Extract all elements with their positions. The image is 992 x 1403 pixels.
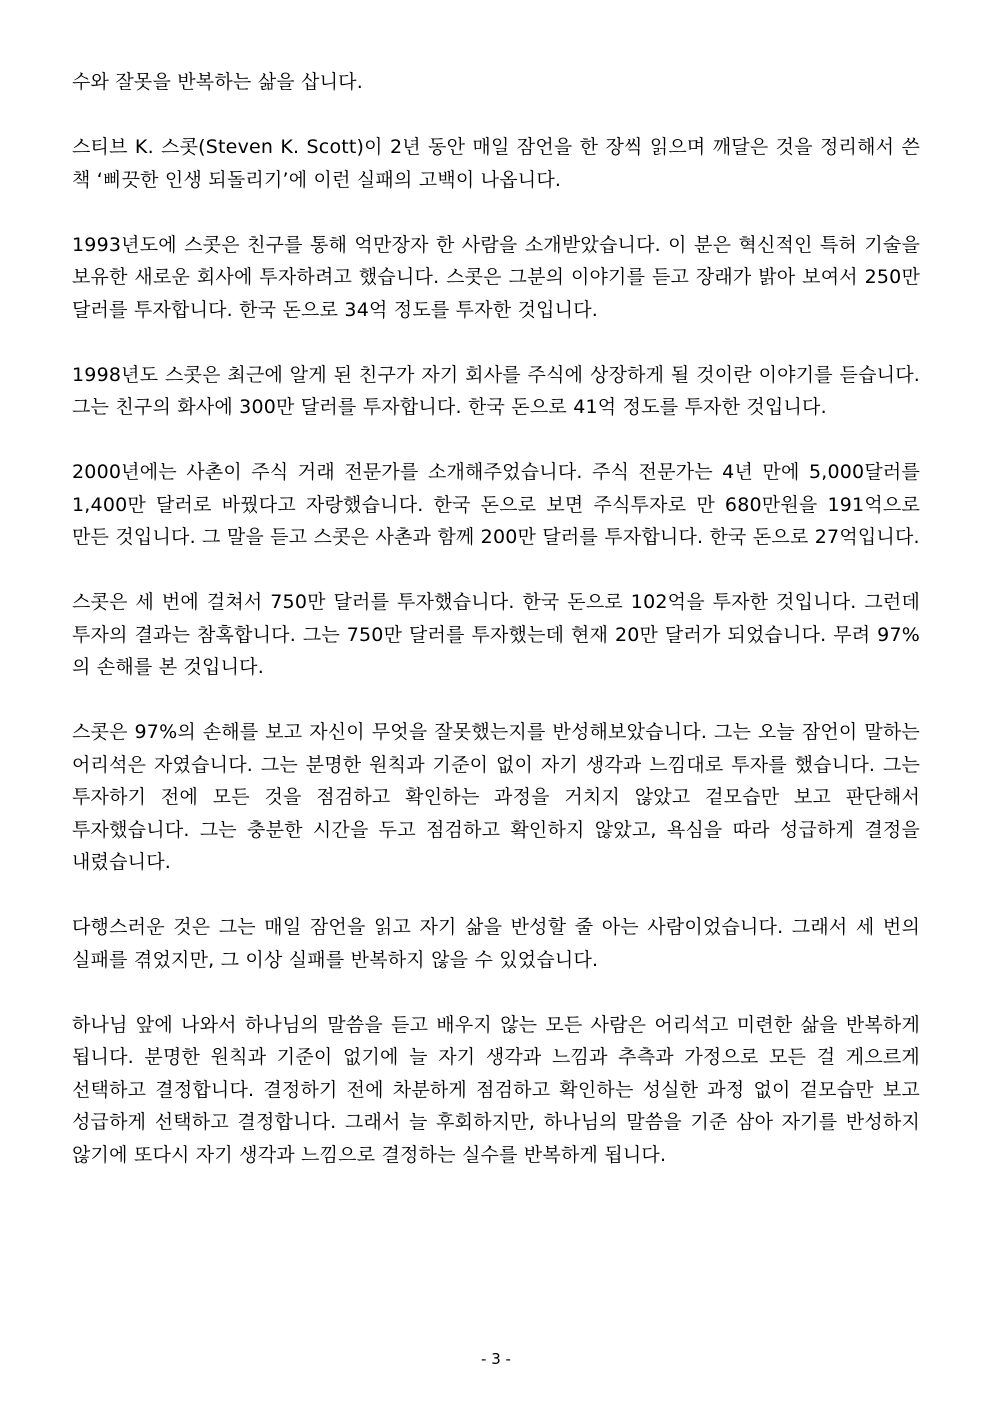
paragraph-2000-investment: 2000년에는 사촌이 주식 거래 전문가를 소개해주었습니다. 주식 전문가는 4년 만에 5,000달러를 1,400만 달러로 바꿨다고 자랑했습니다. 한국 돈으로 보면 주식투자로 만 680만원을 191억으로 만든 것입니다. 그 말을 듣고 스콧은 사촌과 함께 200만 달러를 투자합니다. 한국 돈으로 27억입니다. <box>72 461 920 548</box>
paragraph-total-loss: 스콧은 세 번에 걸쳐서 750만 달러를 투자했습니다. 한국 돈으로 102억을 투자한 것입니다. 그런데 투자의 결과는 참혹합니다. 그는 750만 달러를 투자했는데 현재 20만 달러가 되었습니다. 무려 97%의 손해를 본 것입니다. <box>72 591 920 678</box>
document-body <box>72 66 920 1171</box>
paragraph-reflection: 스콧은 97%의 손해를 보고 자신이 무엇을 잘못했는지를 반성해보았습니다. 그는 오늘 잠언이 말하는 어리석은 자였습니다. 그는 분명한 원칙과 기준이 없이 자기 생각과 느낌대로 투자를 했습니다. 그는 투자하기 전에 모든 것을 점검하고 확인하는 과정을 거치지 않았고 겉모습만 보고 판단해서 투자했습니다. 그는 충분한 시간을 두고 점검하고 확인하지 않았고, 욕심을 따라 성급하게 결정을 내렸습니다. <box>72 721 920 873</box>
paragraph-book-intro: 스티브 K. 스콧(Steven K. Scott)이 2년 동안 매일 잠언을 한 장씩 읽으며 깨달은 것을 정리해서 쓴 책 ‘삐끗한 인생 되돌리기’에 이런 실패의 고백이 나옵니다. <box>72 136 920 191</box>
paragraph-1998-investment: 1998년도 스콧은 최근에 알게 된 친구가 자기 회사를 주식에 상장하게 될 것이란 이야기를 듣습니다. 그는 친구의 화사에 300만 달러를 투자합니다. 한국 돈으로 41억 정도를 투자한 것입니다. <box>72 363 920 418</box>
paragraph-1993-investment: 1993년도에 스콧은 친구를 통해 억만장자 한 사람을 소개받았습니다. 이 분은 혁신적인 특허 기술을 보유한 새로운 회사에 투자하려고 했습니다. 스콧은 그분의 이야기를 듣고 장래가 밝아 보여서 250만 달러를 투자합니다. 한국 돈으로 34억 정도를 투자한 것입니다. <box>72 233 920 321</box>
paragraph-fortunate: 다행스러운 것은 그는 매일 잠언을 읽고 자기 삶을 반성할 줄 아는 사람이었습니다. 그래서 세 번의 실패를 겪었지만, 그 이상 실패를 반복하지 않을 수 있었습니다. <box>72 916 920 971</box>
paragraph-continuation: 수와 잘못을 반복하는 삶을 삽니다. <box>72 71 363 93</box>
paragraph-conclusion: 하나님 앞에 나와서 하나님의 말씀을 듣고 배우지 않는 모든 사람은 어리석고 미련한 삶을 반복하게 됩니다. 분명한 원칙과 기준이 없기에 늘 자기 생각과 느낌과 추측과 가정으로 모든 걸 게으르게 선택하고 결정합니다. 결정하기 전에 차분하게 점검하고 확인하는 성실한 과정 없이 겉모습만 보고 성급하게 선택하고 결정합니다. 그래서 늘 후회하지만, 하나님의 말씀을 기준 삼아 자기를 반성하지 않기에 또다시 자기 생각과 느낌으로 결정하는 실수를 반복하게 됩니다. <box>72 1013 920 1166</box>
page-number: - 3 - <box>481 1350 511 1368</box>
